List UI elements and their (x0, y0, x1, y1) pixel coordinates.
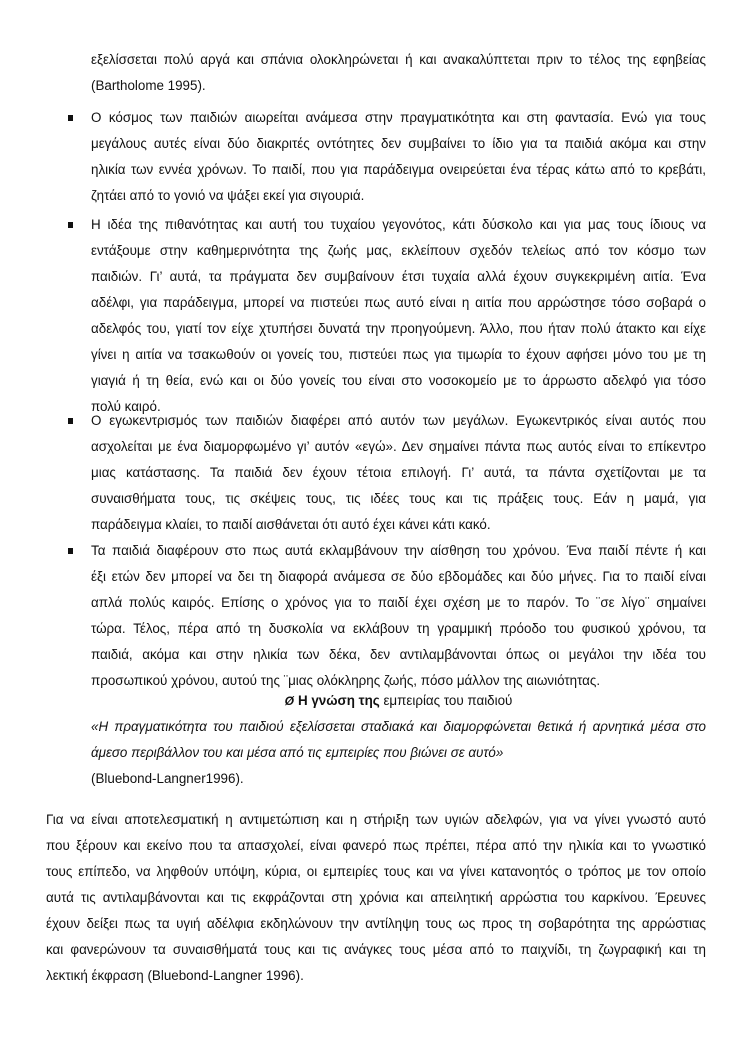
bullet-item-egocentrism (91, 408, 706, 538)
text-line: παιδιών. Γι’ αυτά, τα πράγματα δεν συμβαίνουν έτσι τυχαία αλλά έχουν συγκεκριμένη αιτία. Ένα (91, 269, 706, 284)
text-line: αυτά τις αντιλαμβάνονται και τις εκφράζονται στη χρόνια και απειλητική αρρώστια του καρκίνου. Έρευνες (46, 890, 706, 905)
heading-normal-text: εμπειρίας του παιδιού (379, 693, 513, 708)
text-line: προσωπικού χρόνου, αυτού της ¨μιας ολόκληρης ζωής, πόσο μάλλον της αιωνιότητας. (91, 673, 601, 688)
text-line: και φανερώνουν τα συναισθήματά τους και τις ανάγκες τους μέσα από το παιχνίδι, τη ζωγραφική και τη (46, 942, 706, 957)
bullet-item-fantasy (91, 105, 706, 209)
heading-bold-text: Η γνώση της (297, 693, 380, 708)
text-line: μιας κατάστασης. Τα παιδιά δεν έχουν τέτοια επιλογή. Γι’ αυτά, τα πάντα σχετίζονται με τα (91, 465, 706, 480)
quote-line: «Η πραγματικότητα του παιδιού εξελίσσεται σταδιακά και διαμορφώνεται θετικά ή αρνητικά μέσα στο (91, 719, 706, 734)
text-line: Ο κόσμος των παιδιών αιωρείται ανάμεσα στην πραγματικότητα και στη φαντασία. Ενώ για τους (91, 110, 706, 125)
text-line: έξι ετών δεν μπορεί να δει τη διαφορά ανάμεσα σε δύο εβδομάδες και δύο μήνες. Για το παιδί είναι (91, 569, 706, 584)
text-line: Τα παιδιά διαφέρουν στο πως αυτά εκλαμβάνουν την αίσθηση του χρόνου. Ένα παιδί πέντε ή και (91, 543, 706, 558)
quote-block (91, 714, 706, 792)
text-line: ηλικία των εννέα χρόνων. Το παιδί, που για παράδειγμα ονειρεύεται ένα τέρας κάτω από το κρεβάτι, (91, 162, 706, 177)
text-line: αδελφός του, γιατί τον είχε χτυπήσει δυνατά την προηγούμενη. Άλλο, που ήταν πολύ άτακτο και είχε (91, 321, 706, 336)
section-heading (91, 688, 706, 714)
text-line: Η ιδέα της πιθανότητας και αυτή του τυχαίου γεγονότος, κάτι δύσκολο και για μας τους ίδιους να (91, 217, 706, 232)
text-line: παιδιά, ακόμα και στην ηλικία των δέκα, δεν αντιλαμβάνονται όπως οι μεγάλοι την ιδέα του (91, 647, 706, 662)
empty-set-icon: Ø (284, 694, 294, 708)
text-line: λεκτική έκφραση (Bluebond-Langner 1996). (46, 968, 304, 983)
square-bullet-icon (68, 222, 73, 228)
text-line: απλά πολύς καιρός. Επίσης ο χρόνος για το παιδί έχει σχέση με το παρόν. Το ¨σε λίγο¨ σημαίνει (91, 595, 706, 610)
text-line: παράδειγμα κλαίει, το παιδί αισθάνεται ότι αυτό έχει κάνει κάτι κακό. (91, 517, 491, 532)
text-line: (Bartholome 1995). (91, 78, 206, 93)
closing-paragraph (46, 807, 706, 989)
text-line: συναισθήματα τους, τις σκέψεις τους, τις ιδέες τους και τις πράξεις τους. Εάν η μαμά, για (91, 491, 706, 506)
square-bullet-icon (68, 418, 73, 424)
square-bullet-icon (68, 115, 73, 121)
text-line: ασχολείται με ένα διαμορφωμένο γι’ αυτόν «εγώ». Δεν σημαίνει πάντα πως αυτός είναι το επίκεντρο (91, 439, 706, 454)
quote-line: άμεσο περιβάλλον του και μέσα από τις εμπειρίες που βιώνει σε αυτό» (91, 745, 504, 760)
text-line: μεγάλους αυτές είναι δύο διακριτές οντότητες δεν συμβαίνει το ίδιο για τα παιδιά ακόμα και στην (91, 136, 706, 151)
bullet-item-time (91, 538, 706, 694)
text-line: εξελίσσεται πολύ αργά και σπάνια ολοκληρώνεται ή και ανακαλύπτεται πριν το τέλος της εφηβείας (91, 52, 706, 67)
text-line: γιαγιά ή τη θεία, ενώ και οι δύο γονείς του είναι στο νοσοκομείο με το άρρωστο αδελφό για τόσο (91, 373, 706, 388)
text-line: εντάξουμε στην καθημερινότητα της ζωής μας, εκλείπουν σχεδόν τελείως από τον κόσμο των (91, 243, 706, 258)
text-line: γίνει η αιτία να τσακωθούν οι γονείς του, πιστεύει πως για τιμωρία το έχουν αφήσει μόνο του με τη (91, 347, 706, 362)
text-line: τώρα. Τέλος, πέρα από τη δυσκολία να εκλάβουν τη γραμμική πρόοδο του φυσικού χρόνου, τα (91, 621, 706, 636)
quote-citation: (Bluebond-Langner1996). (91, 771, 244, 786)
text-line: Για να είναι αποτελεσματική η αντιμετώπιση και η στήριξη των υγιών αδελφών, για να γίνει γνωστό αυτό (46, 812, 706, 827)
text-line: πολύ καιρό. (91, 399, 161, 414)
text-line: ζητάει από το γονιό να ψάξει εκεί για σιγουριά. (91, 188, 365, 203)
bullet-item-probability (91, 212, 706, 420)
text-line: τους επίπεδο, να ληφθούν υπόψη, κύρια, οι εμπειρίες τους και να γίνει κατανοητός ο τρόπος με τον οποίο (46, 864, 706, 879)
intro-continuation-paragraph (91, 47, 706, 99)
text-line: αδέλφι, για παράδειγμα, μπορεί να πιστεύει πως αυτό είναι η αιτία που αρρώστησε τόσο σοβαρά ο (91, 295, 706, 310)
text-line: Ο εγωκεντρισμός των παιδιών διαφέρει από αυτόν των μεγάλων. Εγωκεντρικός είναι αυτός που (91, 413, 706, 428)
text-line: έχουν δείξει πως τα υγιή αδέλφια εκδηλώνουν την αντίληψη τους ως προς τη σοβαρότητα της αρρώστιας (46, 916, 706, 931)
text-line: που ξέρουν και εκείνο που τα απασχολεί, είναι φανερό πως πρέπει, πέρα από την ηλικία και το γνωστικό (46, 838, 706, 853)
square-bullet-icon (68, 548, 73, 554)
